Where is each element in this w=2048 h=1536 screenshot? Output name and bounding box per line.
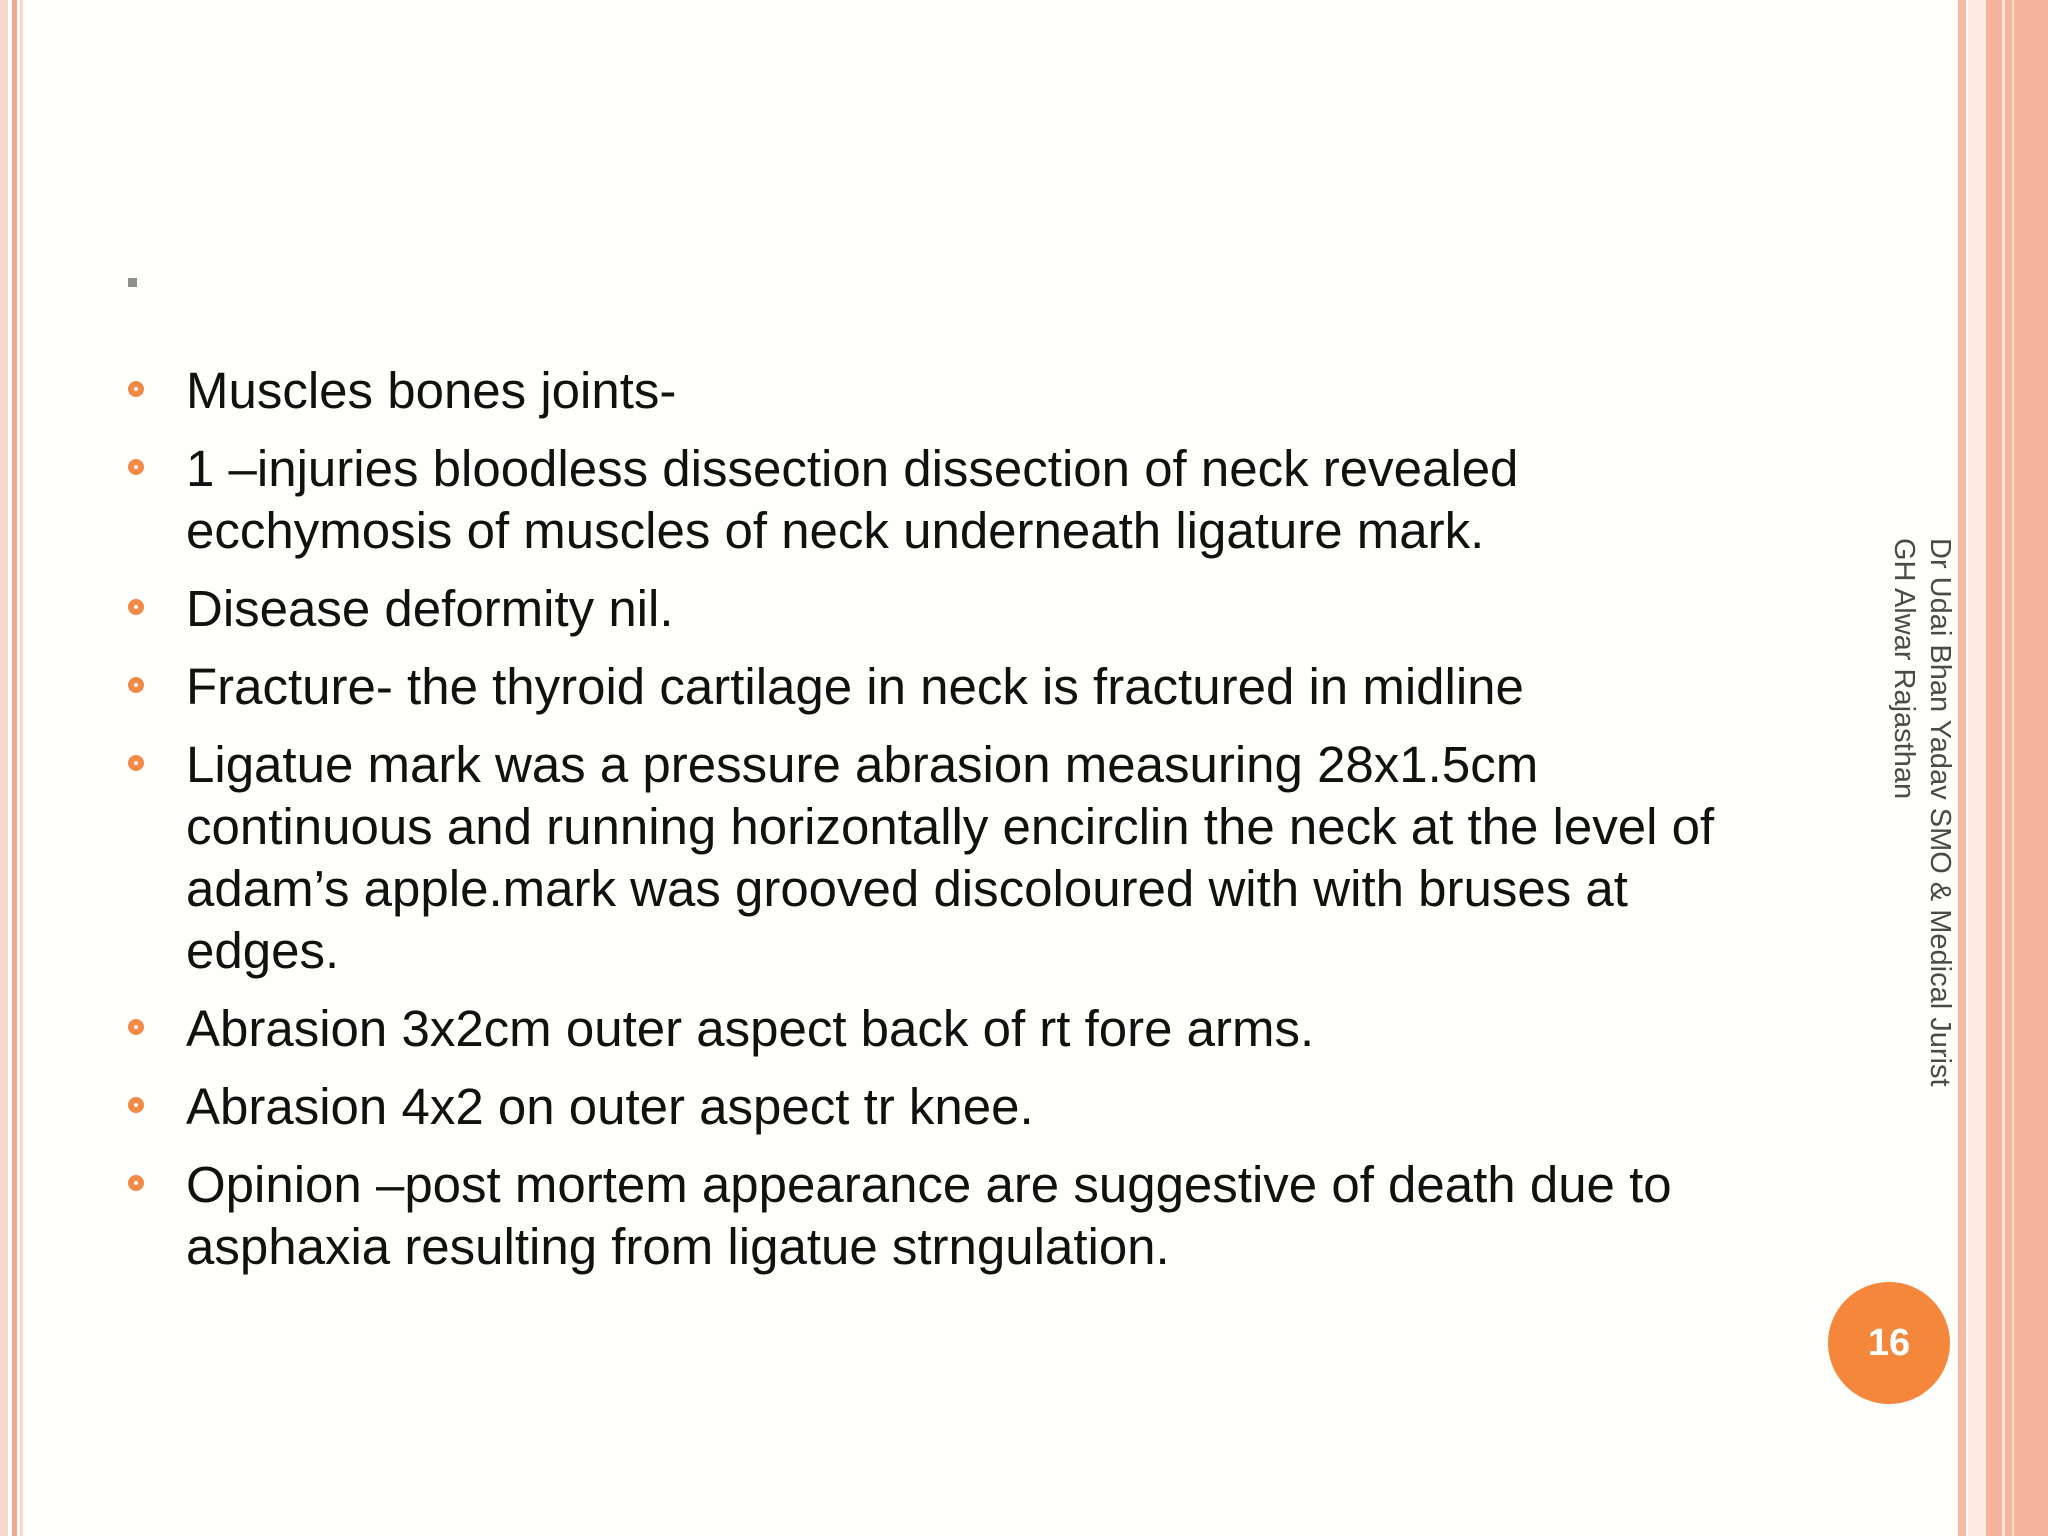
left-border-stripe <box>12 0 17 1536</box>
list-item <box>124 360 1764 422</box>
list-item <box>124 578 1764 640</box>
circle-bullet-icon <box>128 1175 144 1191</box>
list-item <box>124 734 1764 982</box>
right-border-stripe <box>1986 0 2048 1536</box>
author-side-note <box>1886 538 1958 1188</box>
list-item-text: Ligatue mark was a pressure abrasion measuring 28x1.5cm continuous and running horizontally encirclin the neck at the level of adam’s apple.mark was grooved discoloured with with bruses at edges. <box>186 736 1715 979</box>
list-item-text: Abrasion 4x2 on outer aspect tr knee. <box>186 1078 1034 1135</box>
bullet-list <box>124 360 1764 1294</box>
list-item-text: Muscles bones joints- <box>186 362 677 419</box>
circle-bullet-icon <box>128 755 144 771</box>
list-item <box>124 438 1764 562</box>
circle-bullet-icon <box>128 677 144 693</box>
list-item-text: Opinion –post mortem appearance are suggestive of death due to asphaxia resulting from ligatue strngulation. <box>186 1156 1672 1275</box>
right-border-stripe <box>2002 0 2005 1536</box>
circle-bullet-icon <box>128 381 144 397</box>
author-location-line: GH Alwar Rajasthan <box>1888 538 1920 800</box>
right-border-stripe <box>1968 0 1986 1536</box>
author-name-line: Dr Udai Bhan Yadav SMO & Medical Jurist <box>1924 538 1956 1087</box>
list-item <box>124 998 1764 1060</box>
list-item-text: Fracture- the thyroid cartilage in neck is fractured in midline <box>186 658 1524 715</box>
left-border-stripe <box>20 0 23 1536</box>
list-item <box>124 1154 1764 1278</box>
right-border-stripe <box>1958 0 1966 1536</box>
list-item-text: 1 –injuries bloodless dissection dissection of neck revealed ecchymosis of muscles of neck underneath ligature mark. <box>186 440 1519 559</box>
circle-bullet-icon <box>128 1097 144 1113</box>
circle-bullet-icon <box>128 459 144 475</box>
circle-bullet-icon <box>128 1019 144 1035</box>
page-number-badge <box>1828 1282 1950 1404</box>
left-border-stripe <box>0 0 8 1536</box>
circle-bullet-icon <box>128 599 144 615</box>
list-item <box>124 1076 1764 1138</box>
page-number: 16 <box>1867 1321 1911 1364</box>
list-item-text: Abrasion 3x2cm outer aspect back of rt fore arms. <box>186 1000 1315 1057</box>
list-item-text: Disease deformity nil. <box>186 580 674 637</box>
stray-bullet-mark <box>128 278 137 287</box>
list-item <box>124 656 1764 718</box>
right-border-stripe <box>2012 0 2014 1536</box>
